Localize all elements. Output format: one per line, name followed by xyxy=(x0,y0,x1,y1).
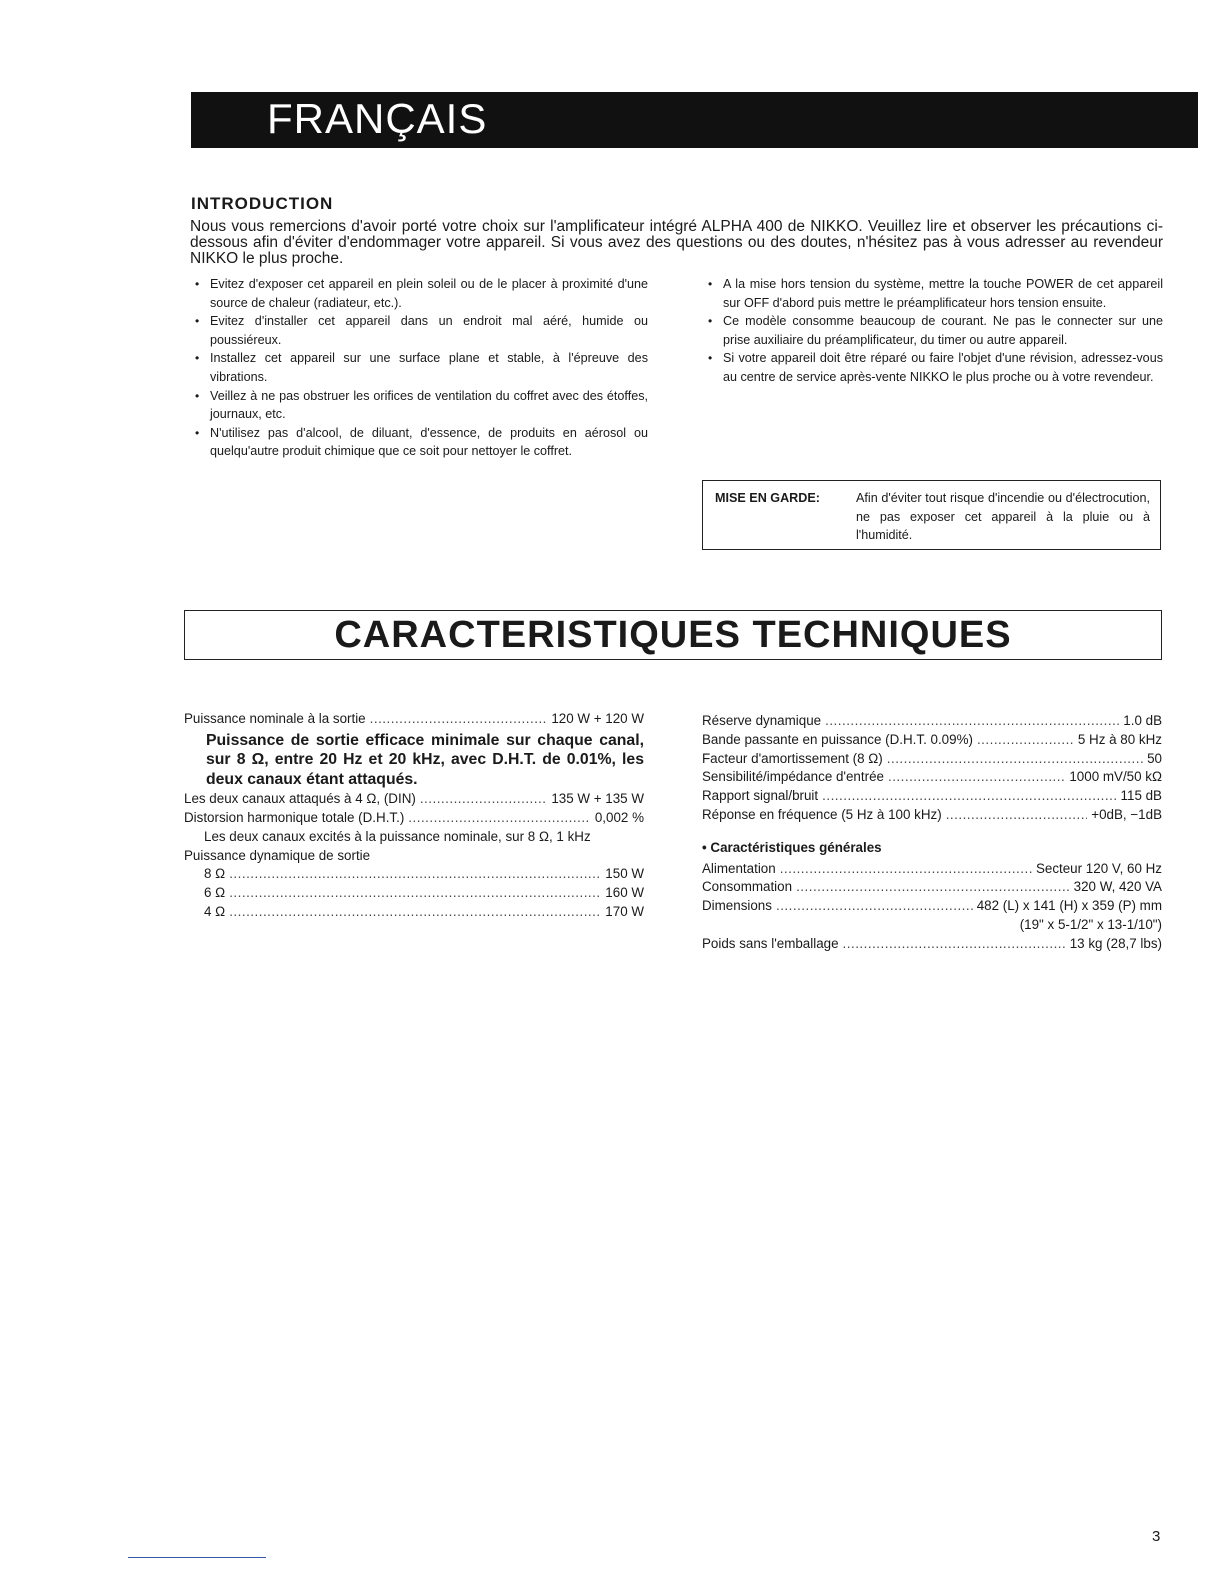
warning-box xyxy=(702,480,1161,550)
spec-value: 320 W, 420 VA xyxy=(1073,879,1162,895)
spec-label: Consommation xyxy=(702,879,793,895)
spec-value: 50 xyxy=(1147,750,1162,766)
rated-output-note: Puissance de sortie efficace minimale sur chaque canal, sur 8 Ω, entre 20 Hz et 20 kHz, avec D.H.T. de 0.01%, les deux canaux étant attaqués. xyxy=(206,731,644,788)
spec-row xyxy=(702,935,1162,954)
list-item xyxy=(706,349,1163,386)
spec-value: Secteur 120 V, 60 Hz xyxy=(1035,860,1162,876)
spec-label: Distorsion harmonique totale (D.H.T.) xyxy=(184,810,405,826)
precaution-text: A la mise hors tension du système, mettre la touche POWER de cet appareil sur OFF d'abord puis mettre le préamplificateur hors tension ensuite. xyxy=(723,277,1163,310)
spec-value: 0,002 % xyxy=(594,810,644,826)
precaution-text: N'utilisez pas d'alcool, de diluant, d'essence, de produits en aérosol ou quelqu'autre produit chimique que ce soit pour nettoyer le coffret. xyxy=(210,425,648,459)
spec-label: Alimentation xyxy=(702,860,776,876)
dot-leader xyxy=(977,731,1074,750)
dot-leader xyxy=(822,787,1116,806)
banner-title: FRANÇAIS xyxy=(267,95,488,142)
spec-value: 115 dB xyxy=(1120,788,1162,804)
spec-label: Puissance nominale à la sortie xyxy=(184,711,366,726)
introduction-heading: INTRODUCTION xyxy=(191,194,334,213)
footer-rule xyxy=(128,1557,266,1558)
dot-leader xyxy=(843,935,1066,954)
dot-leader xyxy=(229,903,601,922)
spec-row xyxy=(184,903,644,922)
dynamic-output-heading: Puissance dynamique de sortie xyxy=(184,847,371,863)
dot-leader xyxy=(946,806,1088,825)
spec-label: Sensibilité/impédance d'entrée xyxy=(702,769,884,785)
precaution-text: Installez cet appareil sur une surface plane et stable, à l'épreuve des vibrations. xyxy=(210,351,648,384)
list-item xyxy=(193,275,648,312)
dot-leader xyxy=(825,712,1119,731)
list-item xyxy=(193,349,648,386)
spec-row xyxy=(184,710,644,729)
spec-row xyxy=(184,809,644,828)
spec-row xyxy=(702,787,1162,806)
dimensions-inches: (19" x 5-1/2" x 13-1/10") xyxy=(1019,916,1162,932)
page-number: 3 xyxy=(1152,1528,1161,1545)
introduction-paragraph: Nous vous remercions d'avoir porté votre choix sur l'amplificateur intégré ALPHA 400 de NIKKO. Veuillez lire et observer les précautions ci-dessous afin d'éviter d'endommager votre appareil. Si vous avez des questions ou des doutes, n'hésitez pas à vous adresser au revendeur NIKKO le plus proche. xyxy=(190,218,1163,267)
warning-text: Afin d'éviter tout risque d'incendie ou d'électrocution, ne pas exposer cet appareil à la pluie ou à l'humidité. xyxy=(856,491,1150,543)
spec-row xyxy=(184,865,644,884)
language-banner xyxy=(191,92,1198,148)
bullet-icon: • xyxy=(195,388,200,403)
spec-value: 1000 mV/50 kΩ xyxy=(1069,769,1162,785)
list-item xyxy=(193,312,648,349)
spec-label: 8 Ω xyxy=(204,866,226,882)
spec-label: Rapport signal/bruit xyxy=(702,788,819,804)
spec-row xyxy=(184,790,644,809)
precaution-text: Veillez à ne pas obstruer les orifices de ventilation du coffret avec des étoffes, journaux, etc. xyxy=(210,388,648,422)
bullet-icon: • xyxy=(195,425,200,440)
dot-leader xyxy=(776,897,973,916)
dot-leader xyxy=(229,884,601,903)
dot-leader xyxy=(888,768,1065,787)
list-item xyxy=(706,312,1163,349)
spec-value: 482 (L) x 141 (H) x 359 (P) mm xyxy=(976,898,1162,914)
dot-leader xyxy=(370,710,548,729)
bullet-icon: • xyxy=(708,277,713,291)
dot-leader xyxy=(780,860,1032,879)
list-item xyxy=(706,275,1163,312)
dot-leader xyxy=(420,790,548,809)
precaution-text: Si votre appareil doit être réparé ou faire l'objet d'une révision, adressez-vous au centre de service après-vente NIKKO le plus proche ou à votre revendeur. xyxy=(723,351,1163,384)
spec-row xyxy=(702,750,1162,769)
bullet-icon: • xyxy=(708,351,713,366)
dot-leader xyxy=(408,809,591,828)
spec-label: 6 Ω xyxy=(204,885,226,901)
spec-label: Poids sans l'emballage xyxy=(702,935,839,951)
spec-row xyxy=(702,897,1162,916)
spec-row xyxy=(702,860,1162,879)
precaution-text: Evitez d'exposer cet appareil en plein soleil ou de le placer à proximité d'une source de chaleur (radiateur, etc.). xyxy=(210,277,648,310)
spec-label: Bande passante en puissance (D.H.T. 0.09%) xyxy=(702,731,973,747)
spec-row xyxy=(184,884,644,903)
spec-value: 170 W xyxy=(605,904,644,920)
dot-leader xyxy=(229,865,601,884)
specifications-right-column xyxy=(702,712,1162,954)
specifications-title-box xyxy=(184,610,1162,660)
spec-row xyxy=(702,731,1162,750)
spec-value: 120 W + 120 W xyxy=(551,711,644,726)
precaution-text: Evitez d'installer cet appareil dans un endroit mal aéré, humide ou poussiéreux. xyxy=(210,314,648,347)
bullet-icon: • xyxy=(195,277,200,291)
spec-label: 4 Ω xyxy=(204,904,226,920)
precautions-left-column xyxy=(193,275,648,461)
spec-value: 150 W xyxy=(605,866,644,882)
spec-label: Réserve dynamique xyxy=(702,713,822,728)
spec-label: Facteur d'amortissement (8 Ω) xyxy=(702,750,883,766)
warning-label: MISE EN GARDE: xyxy=(715,491,820,505)
spec-row xyxy=(702,806,1162,825)
list-item xyxy=(193,424,648,461)
bullet-icon: • xyxy=(195,314,200,329)
precaution-text: Ce modèle consomme beaucoup de courant. Ne pas le connecter sur une prise auxiliaire du préamplificateur, du timer ou autre appareil. xyxy=(723,314,1163,347)
spec-value: 5 Hz à 80 kHz xyxy=(1077,731,1162,747)
dot-leader xyxy=(887,750,1143,769)
specifications-left-column xyxy=(184,710,644,922)
spec-value: +0dB, −1dB xyxy=(1091,806,1162,822)
spec-label: Réponse en fréquence (5 Hz à 100 kHz) xyxy=(702,806,942,822)
spec-row xyxy=(702,878,1162,897)
general-specs-heading: • Caractéristiques générales xyxy=(702,839,882,855)
bullet-icon: • xyxy=(708,314,713,329)
spec-value: 135 W + 135 W xyxy=(551,791,644,807)
bullet-icon: • xyxy=(195,351,200,366)
spec-value: 160 W xyxy=(605,885,644,901)
spec-label: Dimensions xyxy=(702,898,772,914)
spec-value: 13 kg (28,7 lbs) xyxy=(1069,935,1162,951)
dot-leader xyxy=(796,878,1070,897)
spec-row xyxy=(702,712,1162,731)
spec-label: Les deux canaux attaqués à 4 Ω, (DIN) xyxy=(184,791,416,807)
thd-note: Les deux canaux excités à la puissance nominale, sur 8 Ω, 1 kHz xyxy=(204,828,591,844)
precautions-right-column xyxy=(706,275,1163,387)
specifications-title: CARACTERISTIQUES TECHNIQUES xyxy=(334,614,1012,656)
list-item xyxy=(193,387,648,424)
spec-value: 1.0 dB xyxy=(1123,713,1162,728)
spec-row xyxy=(702,768,1162,787)
